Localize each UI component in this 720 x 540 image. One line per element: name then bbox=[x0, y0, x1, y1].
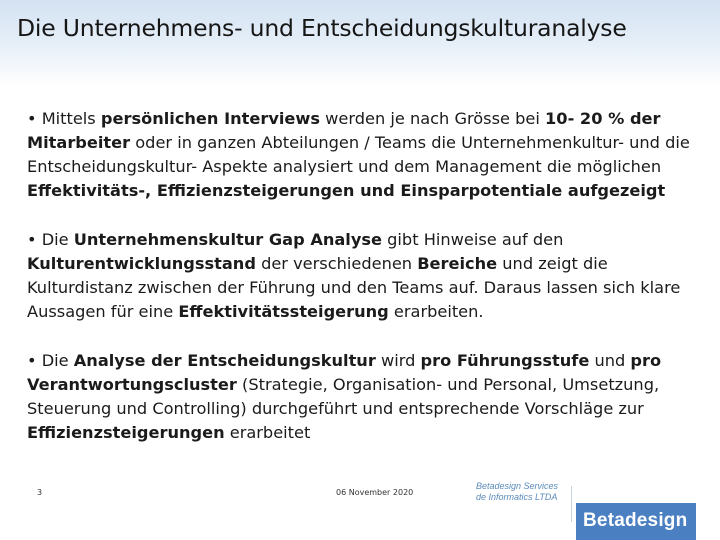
text-run: erarbeitet bbox=[224, 423, 311, 442]
slide-title: Die Unternehmens- und Entscheidungskulturanalyse bbox=[17, 14, 627, 42]
bold-text-run: pro Verantwortungscluster bbox=[27, 351, 662, 394]
text-run: und zeigt die Kulturdistanz zwischen der Führung und den Teams auf. Daraus lassen sich klare Aussagen für eine bbox=[27, 254, 681, 321]
text-run: wird bbox=[375, 351, 421, 370]
company-line-2: de Informatics LTDA bbox=[476, 492, 558, 502]
company-name bbox=[476, 481, 558, 503]
bold-text-run: Effizienzsteigerungen bbox=[27, 423, 225, 442]
company-line-1: Betadesign Services bbox=[476, 481, 559, 491]
bold-text-run: Unternehmenskultur Gap Analyse bbox=[73, 230, 383, 249]
bold-text-run: Effektivitäts-, Effizienzsteigerungen und Einsparpotentiale aufgezeigt bbox=[27, 181, 666, 200]
bold-text-run: Effektivitätssteigerung bbox=[178, 302, 389, 321]
slide-body bbox=[27, 107, 699, 470]
bullet-paragraph bbox=[27, 349, 699, 445]
text-run: gibt Hinweise auf den bbox=[382, 230, 564, 249]
bold-text-run: persönlichen Interviews bbox=[100, 109, 320, 128]
bold-text-run: Analyse der Entscheidungskultur bbox=[73, 351, 376, 370]
bold-text-run: pro Führungsstufe bbox=[420, 351, 590, 370]
text-run: und bbox=[589, 351, 631, 370]
logo-text: Betadesign bbox=[583, 510, 688, 531]
text-run: werden je nach Grösse bei bbox=[320, 109, 546, 128]
text-run: • Mittels bbox=[27, 109, 101, 128]
bold-text-run: Bereiche bbox=[417, 254, 498, 273]
footer-date: 06 November 2020 bbox=[336, 488, 414, 497]
text-run: oder in ganzen Abteilungen / Teams die Unternehmenkultur- und die Entscheidungskultur- Aspekte analysiert und dem Management die möglichen bbox=[27, 133, 690, 176]
text-run: • Die bbox=[27, 230, 74, 249]
bold-text-run: Kulturentwicklungsstand bbox=[27, 254, 256, 273]
footer-divider bbox=[571, 486, 572, 522]
text-run: • Die bbox=[27, 351, 74, 370]
bullet-paragraph bbox=[27, 107, 699, 203]
text-run: (Strategie, Organisation- und Personal, Umsetzung, Steuerung und Controlling) durchgeführt und entsprechende Vorschläge zur bbox=[27, 375, 660, 418]
page-number: 3 bbox=[37, 488, 43, 497]
bullet-paragraph bbox=[27, 228, 699, 324]
text-run: erarbeiten. bbox=[388, 302, 484, 321]
bold-text-run: 10- 20 % der Mitarbeiter bbox=[27, 109, 661, 152]
text-run: der verschiedenen bbox=[255, 254, 418, 273]
